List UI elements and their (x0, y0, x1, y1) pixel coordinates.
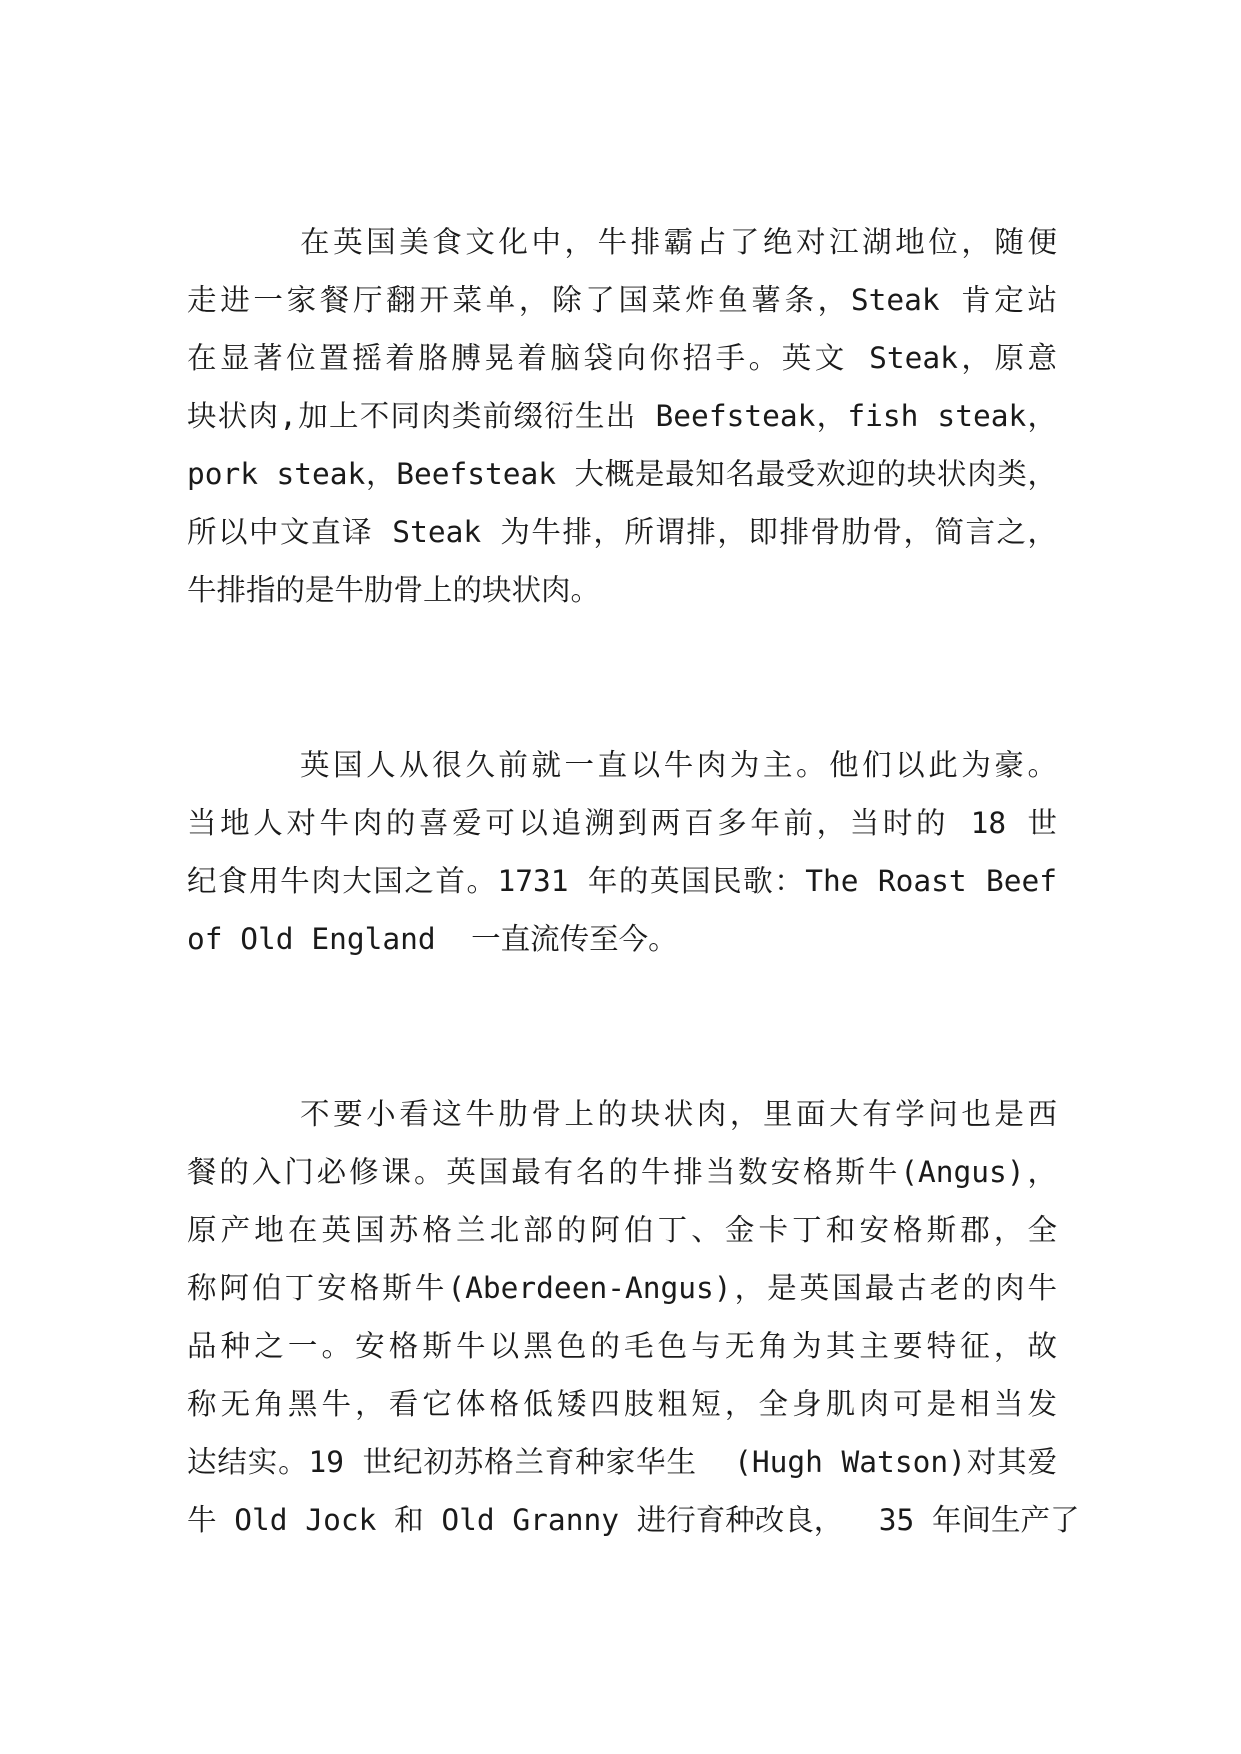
paragraph-line: 牛排指的是牛肋骨上的块状肉。 (187, 573, 601, 607)
paragraph-line: 在显著位置摇着胳膊晃着脑袋向你招手。英文 Steak，原意 (187, 341, 1057, 375)
paragraph-line: 不要小看这牛肋骨上的块状肉，里面大有学问也是西 (300, 1097, 1057, 1131)
paragraph-line: 牛 Old Jock 和 Old Granny 进行育种改良， 35 年间生产了 (187, 1503, 1080, 1537)
paragraph-line: 原产地在英国苏格兰北部的阿伯丁、金卡丁和安格斯郡，全 (187, 1213, 1057, 1247)
paragraph-line: 达结实。19 世纪初苏格兰育种家华生 (Hugh Watson)对其爱 (187, 1445, 1057, 1479)
paragraph-line: 品种之一。安格斯牛以黑色的毛色与无角为其主要特征，故 (187, 1329, 1057, 1363)
paragraph-line: 纪食用牛肉大国之首。1731 年的英国民歌：The Roast Beef (187, 864, 1057, 898)
paragraph-line: 当地人对牛肉的喜爱可以追溯到两百多年前，当时的 18 世 (187, 806, 1057, 840)
paragraph-line: pork steak，Beefsteak 大概是最知名最受欢迎的块状肉类， (187, 457, 1057, 491)
paragraph-line: of Old England 一直流传至今。 (187, 922, 678, 956)
paragraph-line: 称无角黑牛，看它体格低矮四肢粗短，全身肌肉可是相当发 (187, 1387, 1057, 1421)
paragraph-line: 所以中文直译 Steak 为牛排，所谓排，即排骨肋骨，简言之， (187, 515, 1057, 549)
paragraph-line: 餐的入门必修课。英国最有名的牛排当数安格斯牛(Angus)， (187, 1155, 1057, 1189)
paragraph-line: 称阿伯丁安格斯牛(Aberdeen-Angus)，是英国最古老的肉牛 (187, 1271, 1057, 1305)
paragraph-line: 英国人从很久前就一直以牛肉为主。他们以此为豪。 (300, 748, 1057, 782)
paragraph-line: 块状肉,加上不同肉类前缀衍生出 Beefsteak，fish steak， (187, 399, 1057, 433)
paragraph-line: 在英国美食文化中，牛排霸占了绝对江湖地位，随便 (300, 225, 1057, 259)
paragraph-line: 走进一家餐厅翻开菜单，除了国菜炸鱼薯条，Steak 肯定站 (187, 283, 1057, 317)
